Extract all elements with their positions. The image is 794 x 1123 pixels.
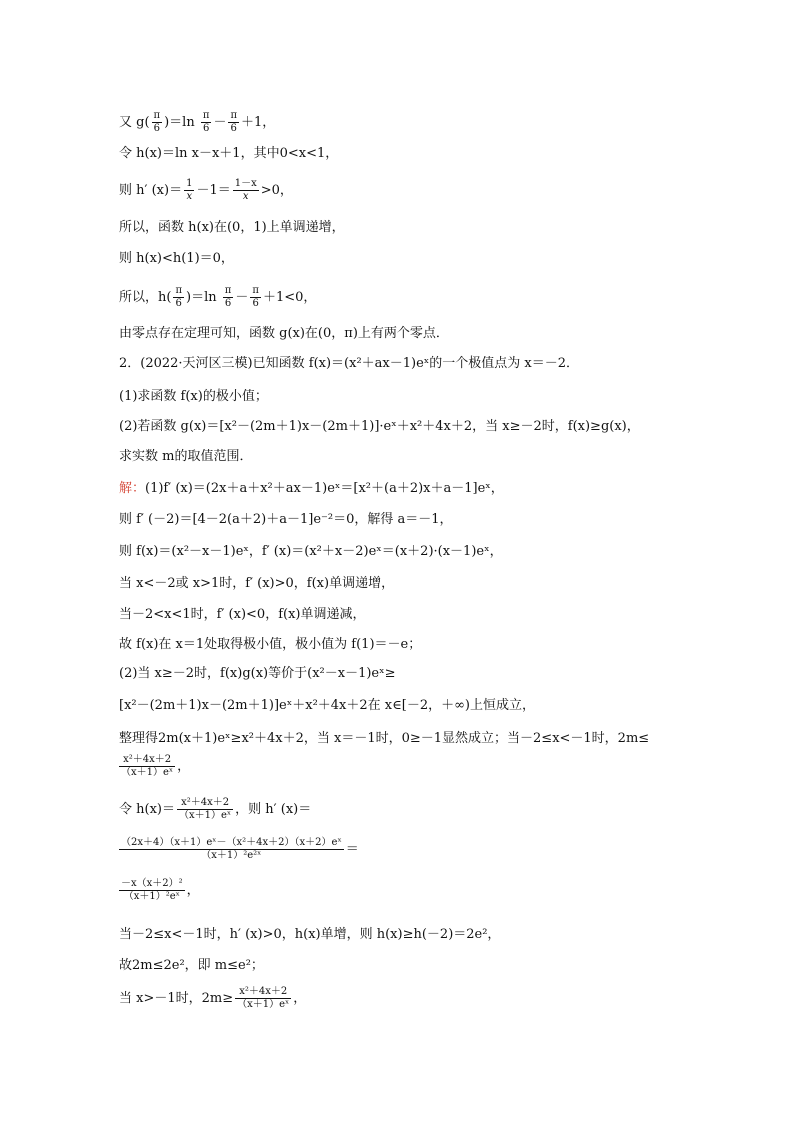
text-segment: 令 h(x)＝ xyxy=(119,802,175,817)
fraction xyxy=(173,285,184,310)
denominator: 6 xyxy=(252,298,259,309)
solution-line xyxy=(119,837,359,862)
text-segment: ， xyxy=(293,991,307,1006)
fraction xyxy=(177,797,233,822)
numerator: π xyxy=(230,110,238,121)
solution-line: 当－2<x<1时，f′ (x)<0，f(x)单调递减， xyxy=(119,607,366,622)
solution-line: (2)当 x≥－2时，f(x)g(x)等价于(x²－x－1)eˣ≥ xyxy=(119,666,396,681)
denominator: （x＋1）eˣ xyxy=(237,999,290,1010)
text-segment: － xyxy=(235,290,249,305)
numerator: 1 xyxy=(186,178,193,189)
numerator: π xyxy=(175,285,183,296)
denominator: 6 xyxy=(230,123,237,134)
solution-line xyxy=(119,178,293,203)
solution-line xyxy=(119,481,504,497)
denominator: （x＋1）²e²ˣ xyxy=(201,850,262,861)
problem-part-1: (1)求函数 f(x)的极小值； xyxy=(119,389,268,404)
denominator: （x＋1）eˣ xyxy=(121,767,174,778)
numerator: π xyxy=(252,285,259,296)
solution-line: 则 f′ (－2)＝[4－2(a＋2)＋a－1]e⁻²＝0，解得 a＝－1， xyxy=(119,512,453,527)
text-segment: ＋1， xyxy=(241,115,276,130)
fraction xyxy=(228,110,239,135)
denominator: （x＋1）eˣ xyxy=(178,810,232,821)
text-segment: ， xyxy=(186,883,200,898)
solution-line: 由零点存在定理可知，函数 g(x)在(0，π)上有两个零点． xyxy=(119,326,449,341)
denominator: 6 xyxy=(224,298,232,309)
text-segment: 又 g( xyxy=(119,115,150,130)
numerator: x²＋4x＋2 xyxy=(119,754,175,767)
fraction xyxy=(201,110,212,135)
fraction xyxy=(233,178,259,203)
solution-line: 故2m≤2e²，即 m≤e²； xyxy=(119,958,264,973)
solution-line xyxy=(119,285,316,310)
text-segment: (1)f′ (x)＝(2x＋a＋x²＋ax－1)eˣ＝[x²＋(a＋2)x＋a－1]eˣ， xyxy=(145,481,504,496)
denominator: x xyxy=(242,191,249,202)
text-segment: 所以，h( xyxy=(119,290,172,305)
numerator: π xyxy=(224,285,232,296)
solution-line: 则 f(x)＝(x²－x－1)eˣ，f′ (x)＝(x²＋x－2)eˣ＝(x＋2)·(x－1)eˣ， xyxy=(119,544,503,559)
numerator: 1－x xyxy=(234,178,257,189)
text-segment: 当 x>－1时，2m≥ xyxy=(119,991,234,1006)
text-segment: ，则 h′ (x)＝ xyxy=(235,802,312,817)
fraction xyxy=(235,986,291,1011)
fraction xyxy=(119,837,344,862)
text-segment: >0， xyxy=(260,183,293,198)
solution-line xyxy=(119,878,200,903)
solution-line: [x²－(2m＋1)x－(2m＋1)]eˣ＋x²＋4x＋2在 x∈[－2，＋∞)上恒成立， xyxy=(119,698,535,713)
problem-part-2-continued: 求实数 m的取值范围． xyxy=(119,449,253,464)
text-segment: 则 h′ (x)＝ xyxy=(119,183,183,198)
problem-part-2: (2)若函数 g(x)＝[x²－(2m＋1)x－(2m＋1)]·eˣ＋x²＋4x＋2，当 x≥－2时，f(x)≥g(x)， xyxy=(119,419,640,434)
numerator: x²＋4x＋2 xyxy=(235,986,291,999)
solution-line: 当－2≤x<－1时，h′ (x)>0，h(x)单增，则 h(x)≥h(－2)＝2e²， xyxy=(119,927,501,942)
denominator: 6 xyxy=(202,123,210,134)
solution-line: 整理得2m(x＋1)eˣ≥x²＋4x＋2，当 x＝－1时，0≥－1显然成立；当－2≤x<－1时，2m≤ xyxy=(119,731,650,746)
numerator: x²＋4x＋2 xyxy=(177,797,233,810)
solution-line: 则 h(x)<h(1)＝0， xyxy=(119,251,234,266)
solution-line: 所以，函数 h(x)在(0，1)上单调递增， xyxy=(119,220,345,235)
denominator: 6 xyxy=(153,123,160,134)
solution-line xyxy=(119,986,306,1011)
text-segment: － xyxy=(213,115,227,130)
fraction xyxy=(250,285,261,310)
numerator: （2x＋4）（x＋1）eˣ－（x²＋4x＋2）（x＋2）eˣ xyxy=(121,837,342,848)
text-segment: )＝ln xyxy=(164,115,199,130)
fraction xyxy=(184,178,194,203)
fraction xyxy=(119,878,185,903)
solution-line xyxy=(119,110,275,135)
solution-label: 解： xyxy=(119,481,146,496)
numerator: π xyxy=(202,110,210,121)
numerator: π xyxy=(153,110,161,121)
text-segment: ＝ xyxy=(345,842,359,857)
text-segment: －1＝ xyxy=(196,183,231,198)
solution-line: 故 f(x)在 x＝1处取得极小值，极小值为 f(1)＝－e； xyxy=(119,637,422,652)
denominator: （x＋1）²eˣ xyxy=(123,891,180,902)
text-segment: ， xyxy=(177,759,191,774)
denominator: 6 xyxy=(175,298,182,309)
numerator: －x（x＋2）² xyxy=(121,878,183,889)
fraction xyxy=(223,285,234,310)
solution-line xyxy=(119,797,311,822)
fraction xyxy=(119,754,175,779)
text-segment: )＝ln xyxy=(186,290,221,305)
solution-line: 令 h(x)＝ln x－x＋1，其中0<x<1， xyxy=(119,146,339,161)
denominator: x xyxy=(186,191,193,202)
solution-line xyxy=(119,754,190,779)
text-segment: ＋1<0， xyxy=(262,290,317,305)
fraction xyxy=(152,110,163,135)
solution-line: 当 x<－2或 x>1时，f′ (x)>0，f(x)单调递增， xyxy=(119,576,395,591)
problem-statement: 2．(2022·天河区三模)已知函数 f(x)＝(x²＋ax－1)eˣ的一个极值点为 x＝－2． xyxy=(119,356,580,371)
